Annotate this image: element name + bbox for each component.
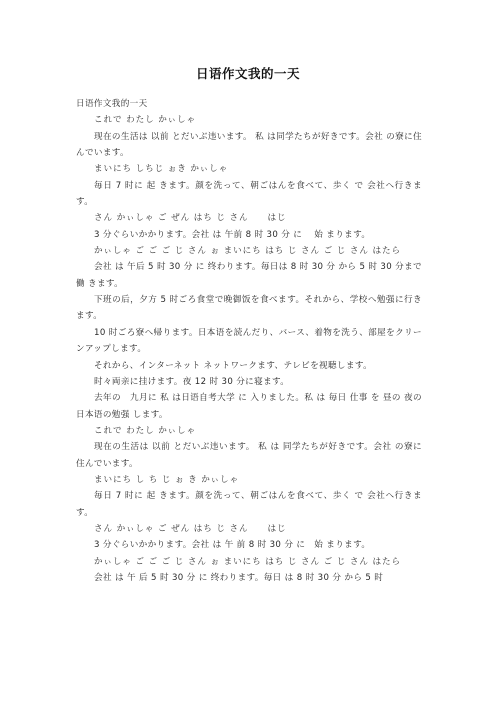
ruby-line: これで わたし かぃしゃ bbox=[94, 425, 197, 436]
ruby-line: さん かぃしゃ ご ぜん はち じ さん はじ bbox=[94, 523, 287, 534]
paragraph: それから、インターネット ネットワークます、テレビを视聴します。 bbox=[94, 360, 373, 371]
paragraph: 3 分ぐらいかかります。会社 は 午前 8 时 30 分 に 始 まります。 bbox=[94, 229, 371, 240]
paragraph: 去年の 九月に 私 は日语自考大学 に 入りました。私 は 毎日 仕事 を 昼の 夜の日本语の勉强 します。 bbox=[76, 393, 422, 420]
paragraph: 日语作文我的一天 bbox=[76, 99, 148, 109]
document-body bbox=[76, 96, 422, 586]
paragraph: 会社 は 午 后 5 时 30 分 に 终わります。毎日 は 8 时 30 分 から 5 时 bbox=[94, 572, 384, 583]
paragraph: 毎日 7 时に 起 きます。颜を洗って、朝ごはんを食べて、歩く で 会社へ行きます。 bbox=[76, 180, 422, 208]
ruby-line: これで わたし かぃしゃ bbox=[94, 115, 197, 126]
ruby-line: さん かぃしゃ ご ぜん はち じ さん はじ bbox=[94, 213, 287, 224]
paragraph: 3 分ぐらいかかります。会社 は 午 前 8 时 30 分 に 始 まります。 bbox=[94, 540, 371, 551]
paragraph: 现在の生活は 以前 とだいぶ违います。 私 は同学たちが好きです。会社 の寮に住んでいます。 bbox=[76, 131, 422, 159]
ruby-line: かぃしゃ ご ご ご じ さん ぉ まいにち はち じ さん ご じ さん はたら bbox=[94, 556, 402, 567]
ruby-line: まいにち し ち じ ぉ き かぃしゃ bbox=[94, 474, 240, 485]
ruby-line: かぃしゃ ご ご ご じ さん ぉ まいにち はち じ さん ご じ さん はたら bbox=[94, 246, 402, 257]
paragraph: 毎日 7 时に 起 きます。颜を洗って、朝ごはんを食べて、歩く で 会社へ行きます。 bbox=[76, 491, 422, 518]
paragraph: 10 时ごろ寮へ帰ります。日本语を読んだり、バース、着物を洗う、部屋をクリーンアップします。 bbox=[76, 327, 422, 355]
paragraph: 现在の生活は 以前 とだいぶ违います。 私 は 同学たちが好きです。会社 の寮に住んでいます。 bbox=[76, 442, 422, 469]
ruby-line: まいにち しちじ ぉき かぃしゃ bbox=[94, 164, 229, 175]
document-title: 日语作文我的一天 bbox=[195, 66, 300, 81]
paragraph: 下班の后，夕方 5 时ごろ食堂で晚御饭を食べます。それから、学校へ勉强に行きます。 bbox=[76, 295, 422, 322]
paragraph: 会社 は 午后 5 时 30 分 に 终わります。毎日は 8 时 30 分 から 5 时 30 分まで 働 きます。 bbox=[76, 262, 422, 289]
paragraph: 时々両亲に挂けます。夜 12 时 30 分に寝ます。 bbox=[94, 376, 290, 387]
